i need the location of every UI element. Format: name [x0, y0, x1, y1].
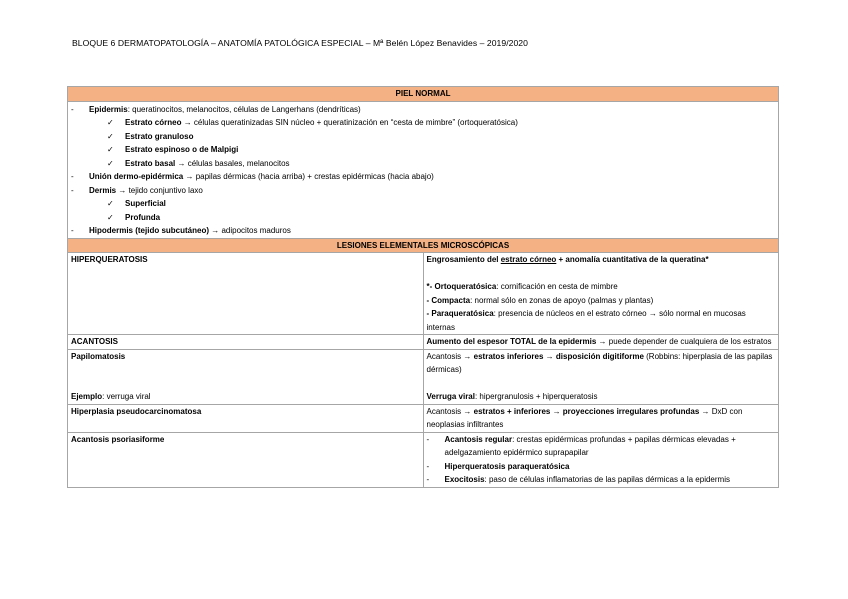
page-header: BLOQUE 6 DERMATOPATOLOGÍA – ANATOMÍA PATOLÓGICA ESPECIAL – Mª Belén López Benavides – 2019/2020 [72, 38, 528, 48]
list-item: ✓ Estrato basal → células basales, melanocitos [71, 157, 775, 171]
list-item: - Exocitosis: paso de células inflamatorias de las papilas dérmicas a la epidermis [426, 475, 730, 484]
list-item: - Unión dermo-epidérmica → papilas dérmicas (hacia arriba) + crestas epidérmicas (hacia abajo) [71, 172, 434, 181]
content-table [67, 86, 779, 488]
section-title-piel-normal: PIEL NORMAL [68, 87, 779, 102]
table-row [68, 253, 779, 335]
table-row [68, 335, 779, 350]
list-item: - Acantosis regular: crestas epidérmicas profundas + papilas dérmicas elevadas + adelgazamiento epidérmico suprapapilar [426, 434, 736, 457]
table-row [68, 349, 779, 404]
list-item: - Hipodermis (tejido subcutáneo) → adipocitos maduros [71, 226, 291, 235]
check-icon: ✓ [107, 118, 114, 127]
section-title-lesiones: LESIONES ELEMENTALES MICROSCÓPICAS [68, 238, 779, 253]
lesion-name-cell: ACANTOSIS [68, 335, 424, 350]
lesion-description-cell [423, 432, 779, 487]
list-item: - Hiperqueratosis paraqueratósica [426, 461, 570, 471]
check-icon: ✓ [107, 212, 114, 222]
list-item: ✓ Estrato granuloso [71, 130, 775, 144]
table-row [68, 404, 779, 432]
lesion-name-cell: Hiperplasia pseudocarcinomatosa [68, 404, 424, 432]
lesion-description-cell: Aumento del espesor TOTAL de la epidermis → puede depender de cualquiera de los estratos [423, 335, 779, 350]
check-icon: ✓ [107, 199, 114, 208]
list-item: ✓ Estrato córneo → células queratinizadas SIN núcleo + queratinización en “cesta de mimbre” (ortoqueratósica) [71, 116, 775, 130]
lesion-description-cell: Acantosis → estratos + inferiores → proyecciones irregulares profundas → DxD con neoplasias infiltrantes [423, 404, 779, 432]
check-icon: ✓ [107, 145, 114, 154]
section-header-row [68, 87, 779, 102]
list-item: ✓ Profunda [71, 211, 775, 225]
lesion-description-cell: Acantosis → estratos inferiores → disposición digitiforme (Robbins: hiperplasia de las papilas dérmicas) Verruga viral: hipergranulosis + hiperqueratosis [423, 349, 779, 404]
check-icon: ✓ [107, 158, 114, 168]
lesion-description-cell: Engrosamiento del estrato córneo + anomalía cuantitativa de la queratina* *- Ortoqueratósica: cornificación en cesta de mimbre - Compacta: normal sólo en zonas de apoyo (palmas y plantas) - Paraqueratósica: presencia de núcleos en el estrato córneo → sólo normal en mucosas internas [423, 253, 779, 335]
check-icon: ✓ [107, 131, 114, 141]
section-header-row [68, 238, 779, 253]
lesion-name-cell: Papilomatosis Ejemplo: verruga viral [68, 349, 424, 404]
list-item: ✓ Superficial [71, 197, 775, 211]
list-item: ✓ Estrato espinoso o de Malpigi [71, 143, 775, 157]
list-item: - Epidermis: queratinocitos, melanocitos, células de Langerhans (dendríticas) [71, 104, 361, 114]
piel-normal-row [68, 101, 779, 238]
table-row [68, 432, 779, 487]
lesion-name-cell: Acantosis psoriasiforme [68, 432, 424, 487]
lesion-name-cell: HIPERQUERATOSIS [68, 253, 424, 335]
piel-normal-cell [68, 101, 779, 238]
list-item: - Dermis → tejido conjuntivo laxo [71, 185, 203, 195]
